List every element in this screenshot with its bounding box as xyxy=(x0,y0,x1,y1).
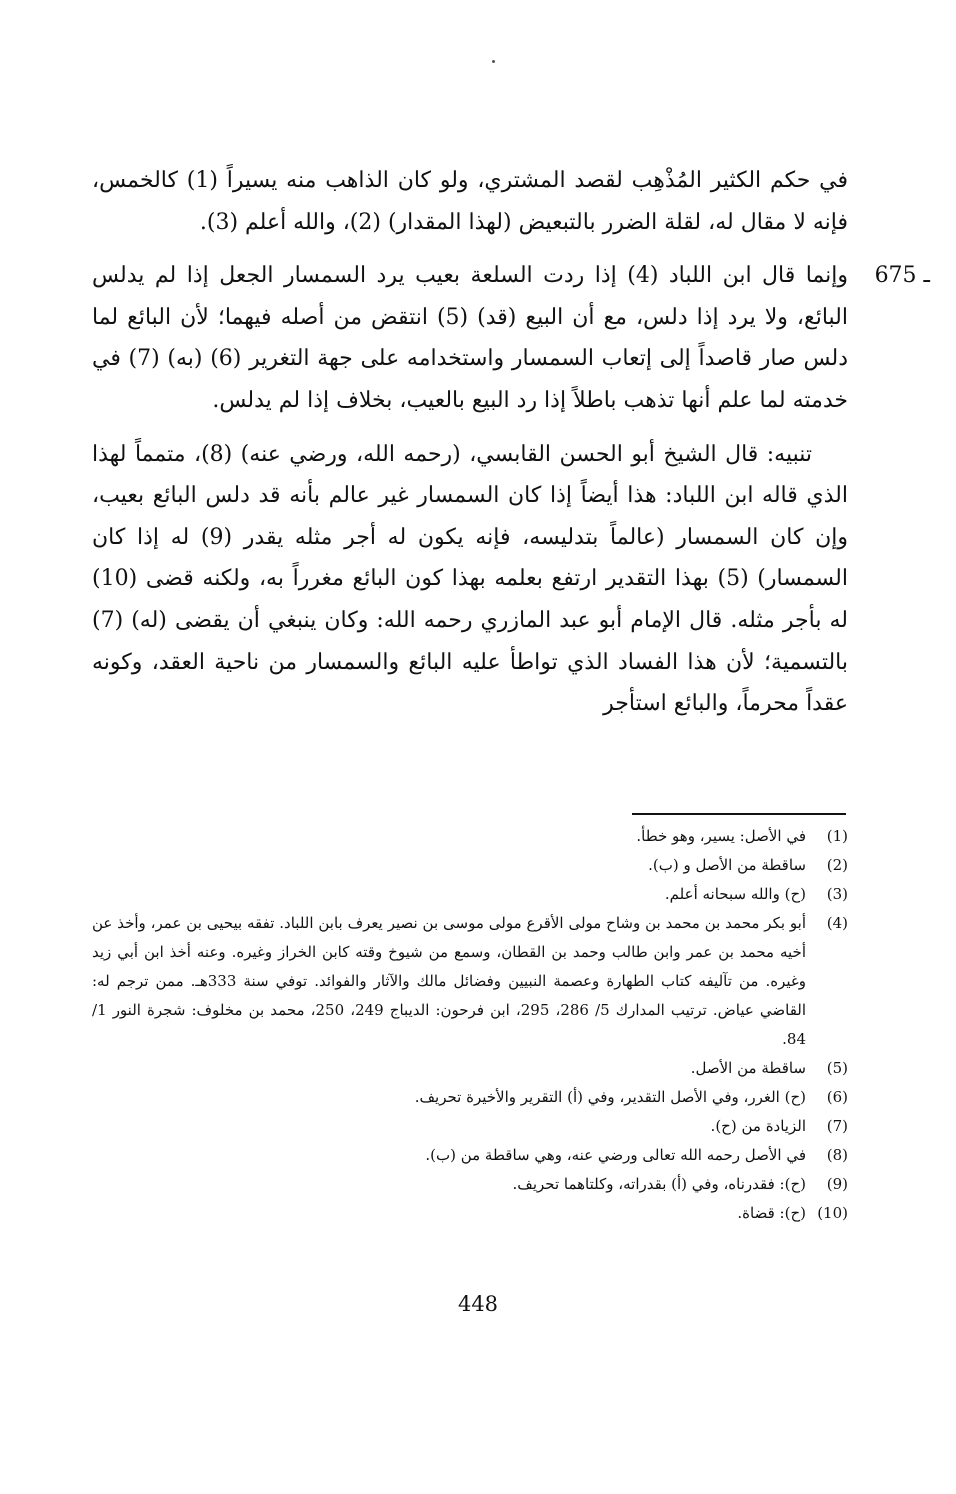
paragraph-text: تنبيه: قال الشيخ أبو الحسن القابسي، (رحمه الله، ورضي عنه) (8)، متمماً لهذا الذي قاله ابن اللباد: هذا أيضاً إذا كان السمسار غير عالم بأنه قد دلس البائع بعيب، وإن كان السمسار (عالماً بتدليسه، فإنه يكون له أجر مثله يقدر (9) له إذا كان السمسار) (5) بهذا التقدير ارتفع بعلمه بهذا كون البائع مغرراً به، ولكنه قضى (10) له بأجر مثله. قال الإمام أبو عبد المازري رحمه الله: وكان ينبغي أن يقضى (له) (7) بالتسمية؛ لأن هذا الفساد الذي تواطأ عليه البائع والسمسار من ناحية العقد، وكونه عقداً محرماً، والبائع استأجر xyxy=(92,441,849,717)
footnote-item xyxy=(92,909,848,1054)
footnote-item xyxy=(92,1112,848,1141)
footnote-text: أبو بكر محمد بن محمد بن وشاح مولى الأقرع مولى موسى بن نصير يعرف بابن اللباد. تفقه بيحيى بن عمر، وأخذ عن أخيه محمد بن عمر وابن طالب وحمد بن القطان، وسمع من شيوخ وقته كابن الخراز وغيره. وعنه أخذ ابن أبي زيد وغيره. من تآليفه كتاب الطهارة وعصمة النبيين وفضائل مالك والآثار والفوائد. توفي سنة 333هـ. ممن ترجم له: القاضي عياض. ترتيب المدارك 5/ 286، 295، ابن فرحون: الديباج 249، 250، محمد بن مخلوف: شجرة النور 1/ 84. xyxy=(92,914,807,1048)
footnote-text: في الأصل رحمه الله تعالى ورضي عنه، وهي ساقطة من (ب). xyxy=(425,1146,806,1164)
scan-speck xyxy=(492,60,495,63)
footnotes xyxy=(92,822,848,1228)
footnote-item xyxy=(92,1141,848,1170)
footnote-text: (ح) الغرر، وفي الأصل التقدير، وفي (أ) التقرير والأخيرة تحريف. xyxy=(414,1088,806,1106)
footnote-number: (2) xyxy=(826,856,848,874)
paragraph-text: في حكم الكثير المُذْهِب لقصد المشتري، ولو كان الذاهب منه يسيراً (1) كالخمس، فإنه لا مقال له، لقلة الضرر بالتبعيض (لهذا المقدار) (2)، والله أعلم (3). xyxy=(92,168,848,235)
page-number: 448 xyxy=(457,1292,499,1316)
footnote-text: الزيادة من (ح). xyxy=(710,1117,806,1135)
footnote-text: (ح): قضاة. xyxy=(737,1204,806,1222)
footnote-number: (7) xyxy=(826,1117,848,1135)
footnote-number: (4) xyxy=(826,914,848,932)
paragraph-continuation xyxy=(92,160,848,243)
footnote-item xyxy=(92,851,848,880)
paragraph-text: وإنما قال ابن اللباد (4) إذا ردت السلعة بعيب يرد السمسار الجعل إذا لم يدلس البائع، ولا يرد إذا دلس، مع أن البيع (قد) (5) انتقض من أصله فيهما؛ لأن البائع لما دلس صار قاصداً إلى إتعاب السمسار واستخدامه على جهة التغرير (6) (به) (7) في خدمته لما علم أنها تذهب باطلاً إذا رد البيع بالعيب، بخلاف إذا لم يدلس. xyxy=(92,263,849,413)
footnote-number: (6) xyxy=(826,1088,848,1106)
footnote-item xyxy=(92,1170,848,1199)
footnote-item xyxy=(92,1199,848,1228)
footnote-item xyxy=(92,1083,848,1112)
footnote-item xyxy=(92,1054,848,1083)
footnote-item xyxy=(92,822,848,851)
paragraph-tanbih xyxy=(92,434,848,725)
footnote-number: (3) xyxy=(826,885,848,903)
paragraph-number: 675 ـ xyxy=(874,263,930,289)
footnote-number: (8) xyxy=(826,1146,848,1164)
footnote-text: (ح) والله سبحانه أعلم. xyxy=(664,885,806,903)
footnote-item xyxy=(92,880,848,909)
footnote-number: (10) xyxy=(817,1204,848,1222)
footnote-text: في الأصل: يسير، وهو خطأ. xyxy=(636,827,806,845)
main-text xyxy=(92,160,930,737)
footnote-number: (1) xyxy=(826,827,848,845)
paragraph-675 xyxy=(92,255,930,421)
footnote-separator xyxy=(632,813,846,815)
footnote-text: ساقطة من الأصل و (ب). xyxy=(648,856,806,874)
footnote-text: (ح): فقدرناه، وفي (أ) بقدراته، وكلتاهما تحريف. xyxy=(512,1175,806,1193)
footnote-number: (9) xyxy=(826,1175,848,1193)
footnote-text: ساقطة من الأصل. xyxy=(690,1059,806,1077)
footnote-number: (5) xyxy=(826,1059,848,1077)
